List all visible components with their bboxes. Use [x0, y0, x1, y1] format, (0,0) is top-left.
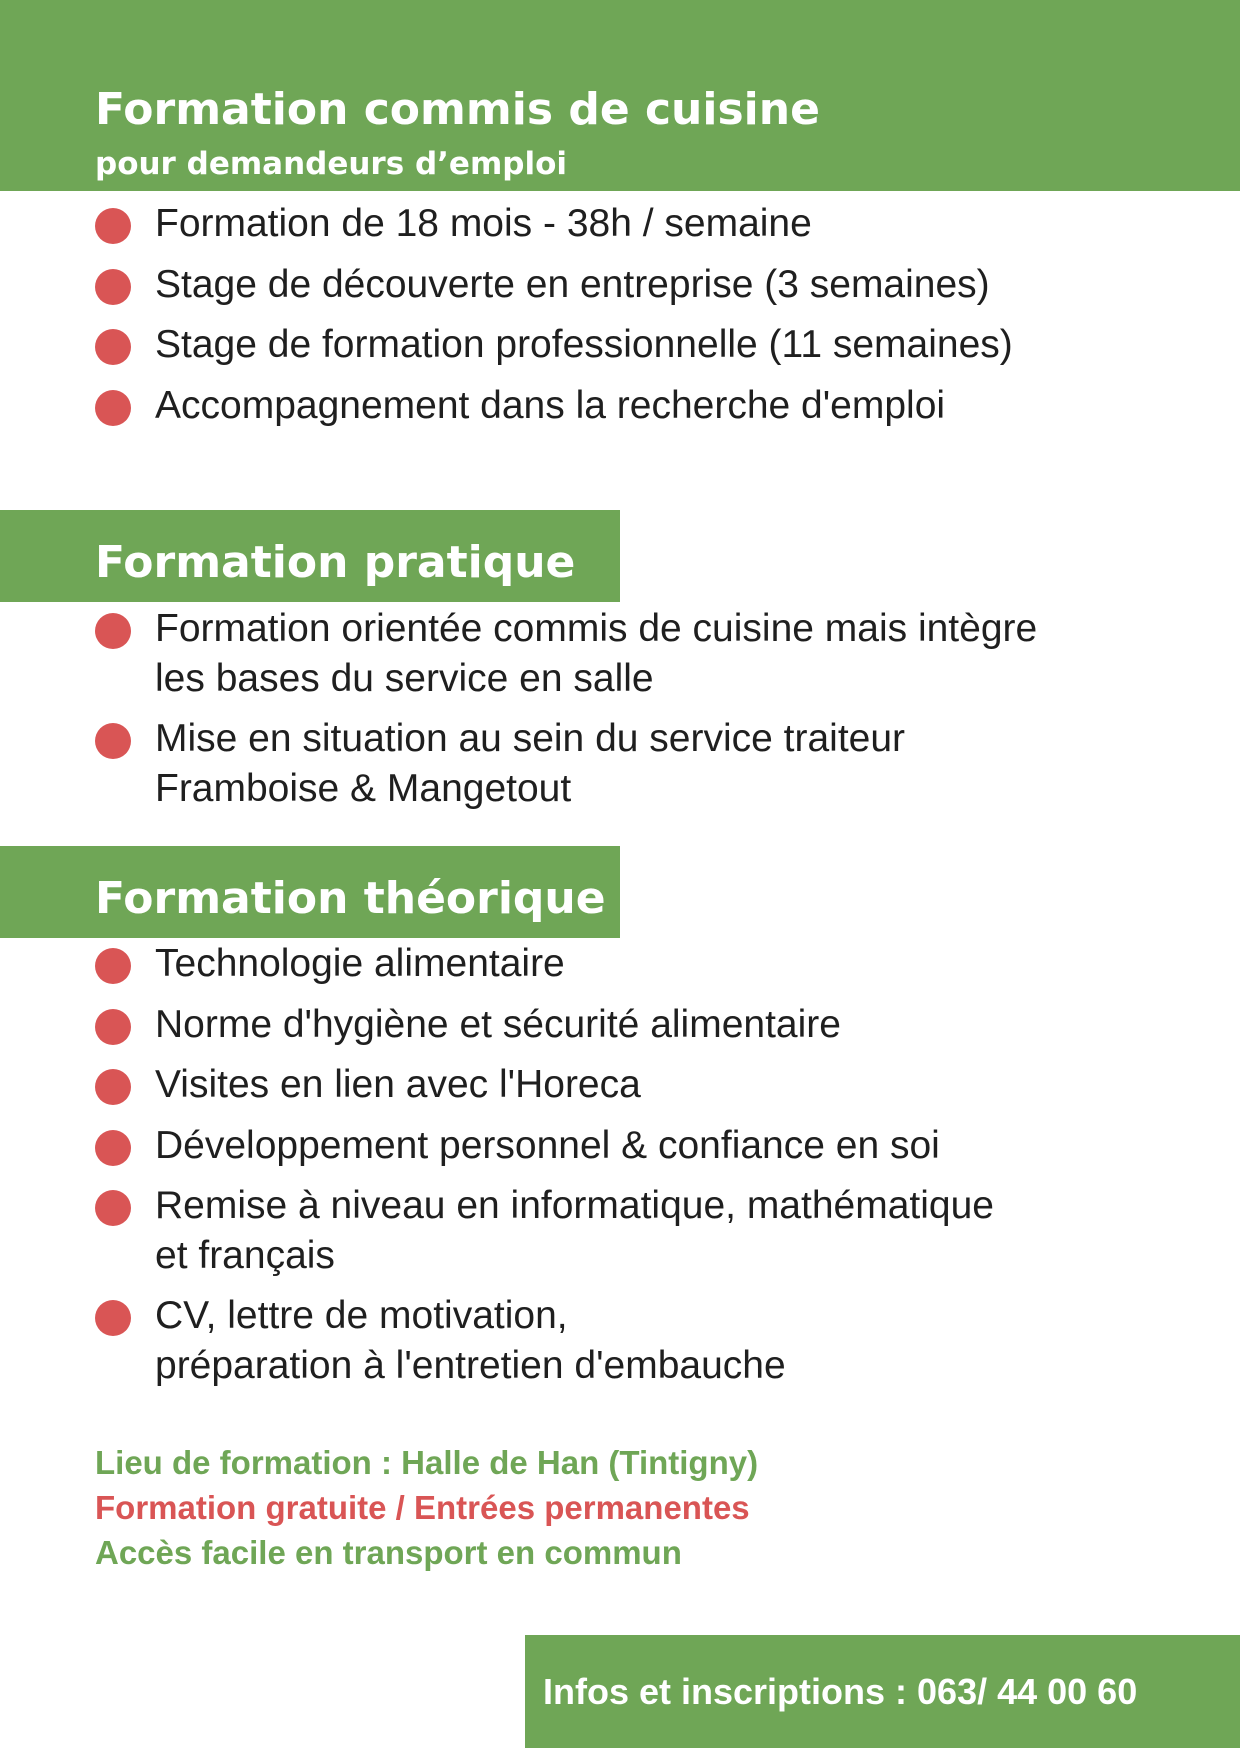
bullet-dot-icon [95, 948, 131, 984]
contact-footer [525, 1635, 1240, 1748]
list-item [95, 381, 1013, 431]
list-item-text: Norme d'hygiène et sécurité alimentaire [155, 1002, 841, 1046]
list-item [95, 714, 1037, 813]
bullet-dot-icon [95, 1190, 131, 1226]
bullet-dot-icon [95, 1300, 131, 1336]
theorique-list [95, 939, 994, 1401]
bullet-dot-icon [95, 1069, 131, 1105]
list-item-text: Accompagnement dans la recherche d'emploi [155, 383, 946, 427]
list-item-text: Stage de formation professionnelle (11 semaines) [155, 323, 1013, 366]
list-item-text: Stage de découverte en entreprise (3 semaines) [155, 262, 990, 306]
bullet-dot-icon [95, 329, 131, 365]
bullet-dot-icon [95, 613, 131, 649]
pratique-list [95, 604, 1037, 824]
pratique-title: Formation pratique [95, 537, 576, 588]
location-info: Lieu de formation : Halle de Han (Tintigny) [95, 1444, 759, 1481]
bullet-dot-icon [95, 269, 131, 305]
list-item-text: Framboise & Mangetout [155, 766, 572, 810]
list-item [95, 939, 994, 989]
page-subtitle: pour demandeurs d’emploi [95, 146, 567, 182]
list-item [95, 604, 1037, 703]
contact-text: Infos et inscriptions : 063/ 44 00 60 [543, 1670, 1138, 1712]
list-item [95, 320, 1013, 370]
list-item [95, 1060, 994, 1110]
bullet-dot-icon [95, 208, 131, 244]
free-info: Formation gratuite / Entrées permanentes [95, 1489, 750, 1526]
list-item [95, 1000, 994, 1050]
list-item [95, 1291, 994, 1390]
list-item-text: Remise à niveau en informatique, mathématique [155, 1184, 994, 1227]
list-item-text: Développement personnel & confiance en soi [155, 1123, 940, 1167]
theorique-title: Formation théorique [95, 873, 606, 924]
list-item-text: préparation à l'entretien d'embauche [155, 1343, 786, 1387]
page-title: Formation commis de cuisine [95, 84, 820, 135]
list-item-text: et français [155, 1233, 335, 1277]
transport-info: Accès facile en transport en commun [95, 1534, 682, 1571]
list-item-text: Formation orientée commis de cuisine mais intègre [155, 607, 1038, 650]
bullet-dot-icon [95, 723, 131, 759]
list-item-text: Visites en lien avec l'Horeca [155, 1063, 641, 1106]
bullet-dot-icon [95, 390, 131, 426]
intro-list [95, 199, 1013, 441]
list-item [95, 199, 1013, 249]
list-item-text: Technologie alimentaire [155, 942, 565, 985]
bullet-dot-icon [95, 1130, 131, 1166]
list-item-text: les bases du service en salle [155, 656, 654, 700]
list-item [95, 260, 1013, 310]
list-item-text: CV, lettre de motivation, [155, 1294, 568, 1337]
list-item-text: Formation de 18 mois - 38h / semaine [155, 202, 812, 245]
list-item [95, 1121, 994, 1171]
list-item-text: Mise en situation au sein du service traiteur [155, 717, 906, 760]
list-item [95, 1181, 994, 1280]
bullet-dot-icon [95, 1009, 131, 1045]
